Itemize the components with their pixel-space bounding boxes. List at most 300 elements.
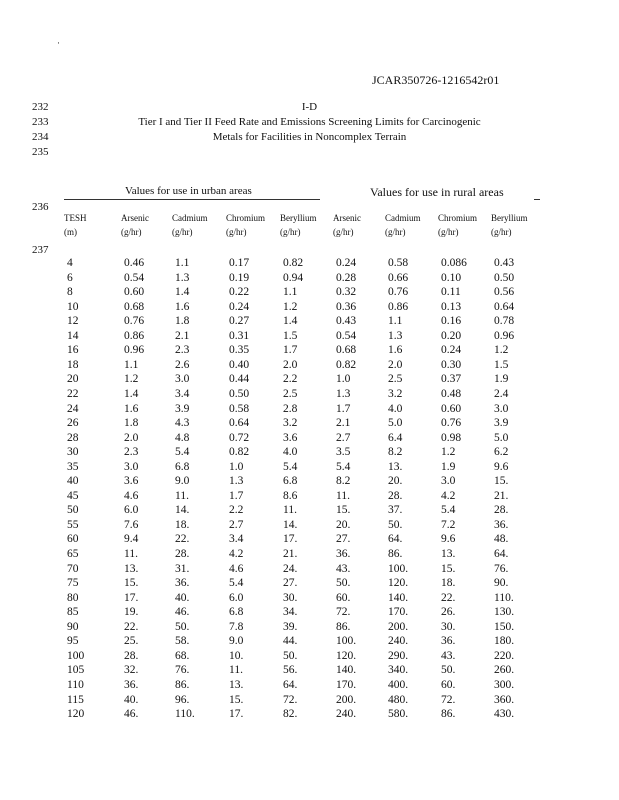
value-cell: 1.9 bbox=[494, 373, 509, 386]
value-cell: 15. bbox=[336, 504, 351, 517]
value-cell: 50. bbox=[175, 620, 190, 633]
tesh-cell: 105 bbox=[67, 664, 85, 677]
table-row bbox=[0, 621, 619, 636]
value-cell: 1.2 bbox=[124, 373, 139, 386]
value-cell: 170. bbox=[336, 678, 357, 691]
value-cell: 20. bbox=[388, 475, 403, 488]
tesh-cell: 40 bbox=[67, 475, 79, 488]
value-cell: 3.5 bbox=[336, 446, 351, 459]
value-cell: 10. bbox=[229, 649, 244, 662]
table-row bbox=[0, 694, 619, 709]
value-cell: 1.0 bbox=[336, 373, 351, 386]
value-cell: 0.13 bbox=[441, 300, 462, 313]
value-cell: 120. bbox=[336, 649, 357, 662]
value-cell: 2.2 bbox=[283, 373, 298, 386]
value-cell: 1.9 bbox=[441, 460, 456, 473]
table-subtitle: Metals for Facilities in Noncomplex Terrain bbox=[212, 131, 407, 143]
value-cell: 39. bbox=[283, 620, 298, 633]
value-cell: 14. bbox=[175, 504, 190, 517]
value-cell: 37. bbox=[388, 504, 403, 517]
value-cell: 19. bbox=[124, 606, 139, 619]
line-number: 234 bbox=[32, 131, 49, 143]
value-cell: 0.98 bbox=[441, 431, 462, 444]
value-cell: 0.20 bbox=[441, 329, 462, 342]
value-cell: 4.6 bbox=[229, 562, 244, 575]
value-cell: 1.3 bbox=[175, 271, 190, 284]
table-row bbox=[0, 301, 619, 316]
value-cell: 28. bbox=[494, 504, 509, 517]
value-cell: 0.19 bbox=[229, 271, 250, 284]
value-cell: 0.96 bbox=[124, 344, 145, 357]
value-cell: 15. bbox=[494, 475, 509, 488]
column-header-unit: (m) bbox=[64, 227, 77, 237]
value-cell: 2.0 bbox=[124, 431, 139, 444]
line-number: 237 bbox=[32, 244, 49, 256]
tesh-cell: 6 bbox=[67, 271, 73, 284]
value-cell: 1.1 bbox=[124, 358, 139, 371]
value-cell: 13. bbox=[388, 460, 403, 473]
value-cell: 6.8 bbox=[229, 606, 244, 619]
column-header-unit: (g/hr) bbox=[491, 227, 512, 237]
column-header-name: Chromium bbox=[226, 213, 266, 223]
value-cell: 5.0 bbox=[388, 417, 403, 430]
value-cell: 0.86 bbox=[124, 329, 145, 342]
tesh-cell: 65 bbox=[67, 548, 79, 560]
value-cell: 1.8 bbox=[175, 315, 190, 328]
value-cell: 56. bbox=[283, 664, 298, 677]
value-cell: 1.2 bbox=[494, 344, 509, 357]
tesh-cell: 12 bbox=[67, 315, 79, 328]
value-cell: 0.37 bbox=[441, 373, 462, 386]
table-row bbox=[0, 286, 619, 301]
table-row bbox=[0, 533, 619, 548]
value-cell: 5.4 bbox=[175, 446, 190, 459]
value-cell: 0.28 bbox=[336, 271, 357, 284]
value-cell: 3.4 bbox=[229, 533, 244, 546]
table-row bbox=[0, 519, 619, 534]
column-header-unit: (g/hr) bbox=[226, 227, 247, 237]
column-header-name: Cadmium bbox=[172, 213, 208, 223]
table-row bbox=[0, 563, 619, 578]
rural-group-heading: Values for use in rural areas bbox=[370, 185, 504, 199]
value-cell: 13. bbox=[124, 562, 139, 575]
value-cell: 15. bbox=[229, 693, 244, 706]
value-cell: 90. bbox=[494, 577, 509, 590]
value-cell: 76. bbox=[175, 664, 190, 677]
value-cell: 1.2 bbox=[441, 446, 456, 459]
value-cell: 0.76 bbox=[388, 286, 409, 299]
value-cell: 1.5 bbox=[494, 358, 509, 371]
value-cell: 6.2 bbox=[494, 446, 509, 459]
value-cell: 46. bbox=[175, 606, 190, 619]
table-row bbox=[0, 330, 619, 345]
value-cell: 1.4 bbox=[283, 315, 298, 328]
table-title-label: I-D bbox=[301, 101, 318, 113]
table-row bbox=[0, 635, 619, 650]
value-cell: 40. bbox=[175, 591, 190, 604]
value-cell: 34. bbox=[283, 606, 298, 619]
column-header-name: Arsenic bbox=[333, 213, 361, 223]
value-cell: 11. bbox=[229, 664, 243, 677]
column-header bbox=[280, 211, 317, 239]
value-cell: 1.3 bbox=[388, 329, 403, 342]
urban-group-heading: Values for use in urban areas bbox=[125, 185, 252, 197]
value-cell: 4.2 bbox=[441, 489, 456, 502]
value-cell: 0.27 bbox=[229, 315, 250, 328]
tesh-cell: 115 bbox=[67, 693, 84, 706]
tesh-cell: 100 bbox=[67, 649, 85, 662]
value-cell: 86. bbox=[441, 708, 456, 721]
value-cell: 72. bbox=[441, 693, 456, 706]
value-cell: 0.76 bbox=[441, 417, 462, 430]
value-cell: 36. bbox=[494, 518, 509, 531]
table-row bbox=[0, 606, 619, 621]
value-cell: 150. bbox=[494, 620, 515, 633]
value-cell: 220. bbox=[494, 649, 515, 662]
tesh-cell: 55 bbox=[67, 518, 79, 531]
value-cell: 340. bbox=[388, 664, 409, 677]
tesh-cell: 90 bbox=[67, 620, 79, 633]
value-cell: 0.17 bbox=[229, 257, 250, 269]
value-cell: 2.8 bbox=[283, 402, 298, 415]
column-header-unit: (g/hr) bbox=[172, 227, 193, 237]
column-header-name: Beryllium bbox=[491, 213, 528, 223]
line-number: 232 bbox=[32, 101, 49, 113]
value-cell: 2.1 bbox=[336, 417, 351, 430]
value-cell: 1.4 bbox=[124, 387, 139, 400]
value-cell: 100. bbox=[388, 562, 409, 575]
value-cell: 32. bbox=[124, 664, 139, 677]
value-cell: 1.1 bbox=[388, 315, 403, 328]
value-cell: 4.2 bbox=[229, 548, 244, 560]
value-cell: 170. bbox=[388, 606, 409, 619]
value-cell: 300. bbox=[494, 678, 515, 691]
column-header-name: Chromium bbox=[438, 213, 478, 223]
value-cell: 4.3 bbox=[175, 417, 190, 430]
tesh-cell: 30 bbox=[67, 446, 79, 459]
value-cell: 64. bbox=[283, 678, 298, 691]
value-cell: 0.58 bbox=[388, 257, 409, 269]
value-cell: 5.4 bbox=[229, 577, 244, 590]
column-header bbox=[491, 211, 528, 239]
value-cell: 1.6 bbox=[388, 344, 403, 357]
value-cell: 0.68 bbox=[124, 300, 145, 313]
value-cell: 36. bbox=[336, 548, 351, 560]
value-cell: 3.0 bbox=[124, 460, 139, 473]
value-cell: 480. bbox=[388, 693, 409, 706]
value-cell: 60. bbox=[441, 678, 456, 691]
value-cell: 0.72 bbox=[229, 431, 250, 444]
tesh-cell: 8 bbox=[67, 286, 73, 299]
value-cell: 140. bbox=[388, 591, 409, 604]
value-cell: 28. bbox=[175, 548, 190, 560]
value-cell: 0.60 bbox=[441, 402, 462, 415]
value-cell: 430. bbox=[494, 708, 515, 721]
value-cell: 48. bbox=[494, 533, 509, 546]
table-row bbox=[0, 272, 619, 287]
table-row bbox=[0, 490, 619, 505]
value-cell: 3.6 bbox=[124, 475, 139, 488]
tesh-cell: 35 bbox=[67, 460, 79, 473]
table-row bbox=[0, 548, 619, 563]
table-row bbox=[0, 679, 619, 694]
value-cell: 40. bbox=[124, 693, 139, 706]
value-cell: 30. bbox=[283, 591, 298, 604]
value-cell: 0.43 bbox=[494, 257, 515, 269]
value-cell: 0.54 bbox=[124, 271, 145, 284]
value-cell: 8.2 bbox=[336, 475, 351, 488]
column-header bbox=[333, 211, 361, 239]
value-cell: 110. bbox=[175, 708, 195, 721]
table-row bbox=[0, 344, 619, 359]
value-cell: 44. bbox=[283, 635, 298, 648]
value-cell: 0.82 bbox=[229, 446, 250, 459]
value-cell: 50. bbox=[336, 577, 351, 590]
value-cell: 15. bbox=[441, 562, 456, 575]
value-cell: 1.1 bbox=[175, 257, 190, 269]
value-cell: 2.3 bbox=[175, 344, 190, 357]
column-header-unit: (g/hr) bbox=[385, 227, 406, 237]
urban-group-rule bbox=[64, 199, 320, 200]
value-cell: 27. bbox=[336, 533, 351, 546]
value-cell: 0.31 bbox=[229, 329, 250, 342]
value-cell: 11. bbox=[175, 489, 189, 502]
table-row bbox=[0, 359, 619, 374]
value-cell: 0.43 bbox=[336, 315, 357, 328]
value-cell: 36. bbox=[175, 577, 190, 590]
column-header-name: TESH bbox=[64, 213, 87, 223]
table-row bbox=[0, 592, 619, 607]
value-cell: 5.4 bbox=[283, 460, 298, 473]
value-cell: 4.6 bbox=[124, 489, 139, 502]
tesh-cell: 50 bbox=[67, 504, 79, 517]
tesh-cell: 85 bbox=[67, 606, 79, 619]
value-cell: 11. bbox=[336, 489, 350, 502]
value-cell: 1.6 bbox=[124, 402, 139, 415]
value-cell: 0.86 bbox=[388, 300, 409, 313]
value-cell: 2.2 bbox=[229, 504, 244, 517]
value-cell: 0.086 bbox=[441, 257, 467, 269]
value-cell: 0.24 bbox=[336, 257, 357, 269]
value-cell: 400. bbox=[388, 678, 409, 691]
value-cell: 30. bbox=[441, 620, 456, 633]
column-header-unit: (g/hr) bbox=[333, 227, 354, 237]
value-cell: 1.2 bbox=[283, 300, 298, 313]
value-cell: 0.48 bbox=[441, 387, 462, 400]
tesh-cell: 24 bbox=[67, 402, 79, 415]
value-cell: 17. bbox=[283, 533, 298, 546]
value-cell: 86. bbox=[175, 678, 190, 691]
column-header bbox=[64, 211, 87, 239]
tesh-cell: 4 bbox=[67, 257, 73, 269]
value-cell: 8.2 bbox=[388, 446, 403, 459]
table-row bbox=[0, 650, 619, 665]
value-cell: 6.8 bbox=[283, 475, 298, 488]
value-cell: 0.50 bbox=[494, 271, 515, 284]
value-cell: 3.9 bbox=[494, 417, 509, 430]
value-cell: 0.76 bbox=[124, 315, 145, 328]
value-cell: 200. bbox=[388, 620, 409, 633]
value-cell: 0.50 bbox=[229, 387, 250, 400]
value-cell: 13. bbox=[229, 678, 244, 691]
value-cell: 0.30 bbox=[441, 358, 462, 371]
value-cell: 580. bbox=[388, 708, 409, 721]
tesh-cell: 120 bbox=[67, 708, 85, 721]
value-cell: 0.44 bbox=[229, 373, 250, 386]
tesh-cell: 14 bbox=[67, 329, 79, 342]
tesh-cell: 75 bbox=[67, 577, 79, 590]
value-cell: 100. bbox=[336, 635, 357, 648]
value-cell: 26. bbox=[441, 606, 456, 619]
tesh-cell: 18 bbox=[67, 358, 79, 371]
value-cell: 3.0 bbox=[494, 402, 509, 415]
column-header-name: Cadmium bbox=[385, 213, 421, 223]
column-header-unit: (g/hr) bbox=[280, 227, 301, 237]
value-cell: 8.6 bbox=[283, 489, 298, 502]
value-cell: 3.6 bbox=[283, 431, 298, 444]
value-cell: 0.32 bbox=[336, 286, 357, 299]
value-cell: 0.78 bbox=[494, 315, 515, 328]
value-cell: 9.0 bbox=[229, 635, 244, 648]
table-row bbox=[0, 373, 619, 388]
value-cell: 6.8 bbox=[175, 460, 190, 473]
table-row bbox=[0, 257, 619, 272]
value-cell: 96. bbox=[175, 693, 190, 706]
value-cell: 0.60 bbox=[124, 286, 145, 299]
rural-group-rule bbox=[534, 199, 540, 200]
value-cell: 58. bbox=[175, 635, 190, 648]
tesh-cell: 60 bbox=[67, 533, 79, 546]
value-cell: 31. bbox=[175, 562, 190, 575]
value-cell: 3.0 bbox=[175, 373, 190, 386]
value-cell: 200. bbox=[336, 693, 357, 706]
value-cell: 7.2 bbox=[441, 518, 456, 531]
value-cell: 2.7 bbox=[229, 518, 244, 531]
value-cell: 5.4 bbox=[336, 460, 351, 473]
value-cell: 46. bbox=[124, 708, 139, 721]
column-header bbox=[121, 211, 149, 239]
table-row bbox=[0, 577, 619, 592]
tesh-cell: 26 bbox=[67, 417, 79, 430]
value-cell: 110. bbox=[494, 591, 514, 604]
value-cell: 0.54 bbox=[336, 329, 357, 342]
value-cell: 0.68 bbox=[336, 344, 357, 357]
tesh-cell: 95 bbox=[67, 635, 79, 648]
value-cell: 3.0 bbox=[441, 475, 456, 488]
line-number: 236 bbox=[32, 201, 49, 213]
tesh-cell: 22 bbox=[67, 387, 79, 400]
value-cell: 7.8 bbox=[229, 620, 244, 633]
value-cell: 3.4 bbox=[175, 387, 190, 400]
value-cell: 86. bbox=[388, 548, 403, 560]
value-cell: 1.6 bbox=[175, 300, 190, 313]
value-cell: 22. bbox=[175, 533, 190, 546]
value-cell: 0.22 bbox=[229, 286, 250, 299]
value-cell: 5.0 bbox=[494, 431, 509, 444]
table-row bbox=[0, 475, 619, 490]
table-row bbox=[0, 315, 619, 330]
line-number: 235 bbox=[32, 146, 49, 158]
value-cell: 290. bbox=[388, 649, 409, 662]
value-cell: 6.4 bbox=[388, 431, 403, 444]
value-cell: 82. bbox=[283, 708, 298, 721]
table-row bbox=[0, 461, 619, 476]
value-cell: 4.8 bbox=[175, 431, 190, 444]
value-cell: 43. bbox=[441, 649, 456, 662]
table-row bbox=[0, 446, 619, 461]
value-cell: 25. bbox=[124, 635, 139, 648]
table-row bbox=[0, 388, 619, 403]
tesh-cell: 110 bbox=[67, 678, 84, 691]
value-cell: 15. bbox=[124, 577, 139, 590]
value-cell: 0.56 bbox=[494, 286, 515, 299]
tesh-cell: 45 bbox=[67, 489, 79, 502]
value-cell: 64. bbox=[494, 548, 509, 560]
value-cell: 260. bbox=[494, 664, 515, 677]
column-header bbox=[226, 211, 265, 239]
value-cell: 240. bbox=[388, 635, 409, 648]
value-cell: 9.4 bbox=[124, 533, 139, 546]
value-cell: 2.4 bbox=[494, 387, 509, 400]
value-cell: 11. bbox=[283, 504, 297, 517]
tesh-cell: 70 bbox=[67, 562, 79, 575]
column-header-name: Arsenic bbox=[121, 213, 149, 223]
value-cell: 28. bbox=[388, 489, 403, 502]
tesh-cell: 16 bbox=[67, 344, 79, 357]
value-cell: 0.64 bbox=[494, 300, 515, 313]
value-cell: 36. bbox=[124, 678, 139, 691]
table-row bbox=[0, 417, 619, 432]
column-header bbox=[438, 211, 477, 239]
value-cell: 3.9 bbox=[175, 402, 190, 415]
value-cell: 2.5 bbox=[388, 373, 403, 386]
value-cell: 68. bbox=[175, 649, 190, 662]
value-cell: 0.40 bbox=[229, 358, 250, 371]
table-row bbox=[0, 432, 619, 447]
value-cell: 2.5 bbox=[283, 387, 298, 400]
tesh-cell: 80 bbox=[67, 591, 79, 604]
value-cell: 2.1 bbox=[175, 329, 190, 342]
value-cell: 0.16 bbox=[441, 315, 462, 328]
value-cell: 0.58 bbox=[229, 402, 250, 415]
value-cell: 0.96 bbox=[494, 329, 515, 342]
table-title: Tier I and Tier II Feed Rate and Emissions Screening Limits for Carcinogenic bbox=[138, 116, 481, 128]
value-cell: 120. bbox=[388, 577, 409, 590]
column-header-name: Beryllium bbox=[280, 213, 317, 223]
value-cell: 50. bbox=[441, 664, 456, 677]
value-cell: 3.2 bbox=[283, 417, 298, 430]
value-cell: 180. bbox=[494, 635, 515, 648]
value-cell: 0.35 bbox=[229, 344, 250, 357]
value-cell: 18. bbox=[441, 577, 456, 590]
value-cell: 22. bbox=[124, 620, 139, 633]
value-cell: 24. bbox=[283, 562, 298, 575]
value-cell: 1.4 bbox=[175, 286, 190, 299]
value-cell: 4.0 bbox=[388, 402, 403, 415]
value-cell: 2.7 bbox=[336, 431, 351, 444]
value-cell: 1.1 bbox=[283, 286, 298, 299]
value-cell: 36. bbox=[441, 635, 456, 648]
value-cell: 27. bbox=[283, 577, 298, 590]
value-cell: 6.0 bbox=[229, 591, 244, 604]
column-header-unit: (g/hr) bbox=[438, 227, 459, 237]
value-cell: 0.64 bbox=[229, 417, 250, 430]
value-cell: 2.0 bbox=[388, 358, 403, 371]
value-cell: 11. bbox=[124, 548, 138, 560]
line-number: 233 bbox=[32, 116, 49, 128]
value-cell: 7.6 bbox=[124, 518, 139, 531]
value-cell: 1.0 bbox=[229, 460, 244, 473]
